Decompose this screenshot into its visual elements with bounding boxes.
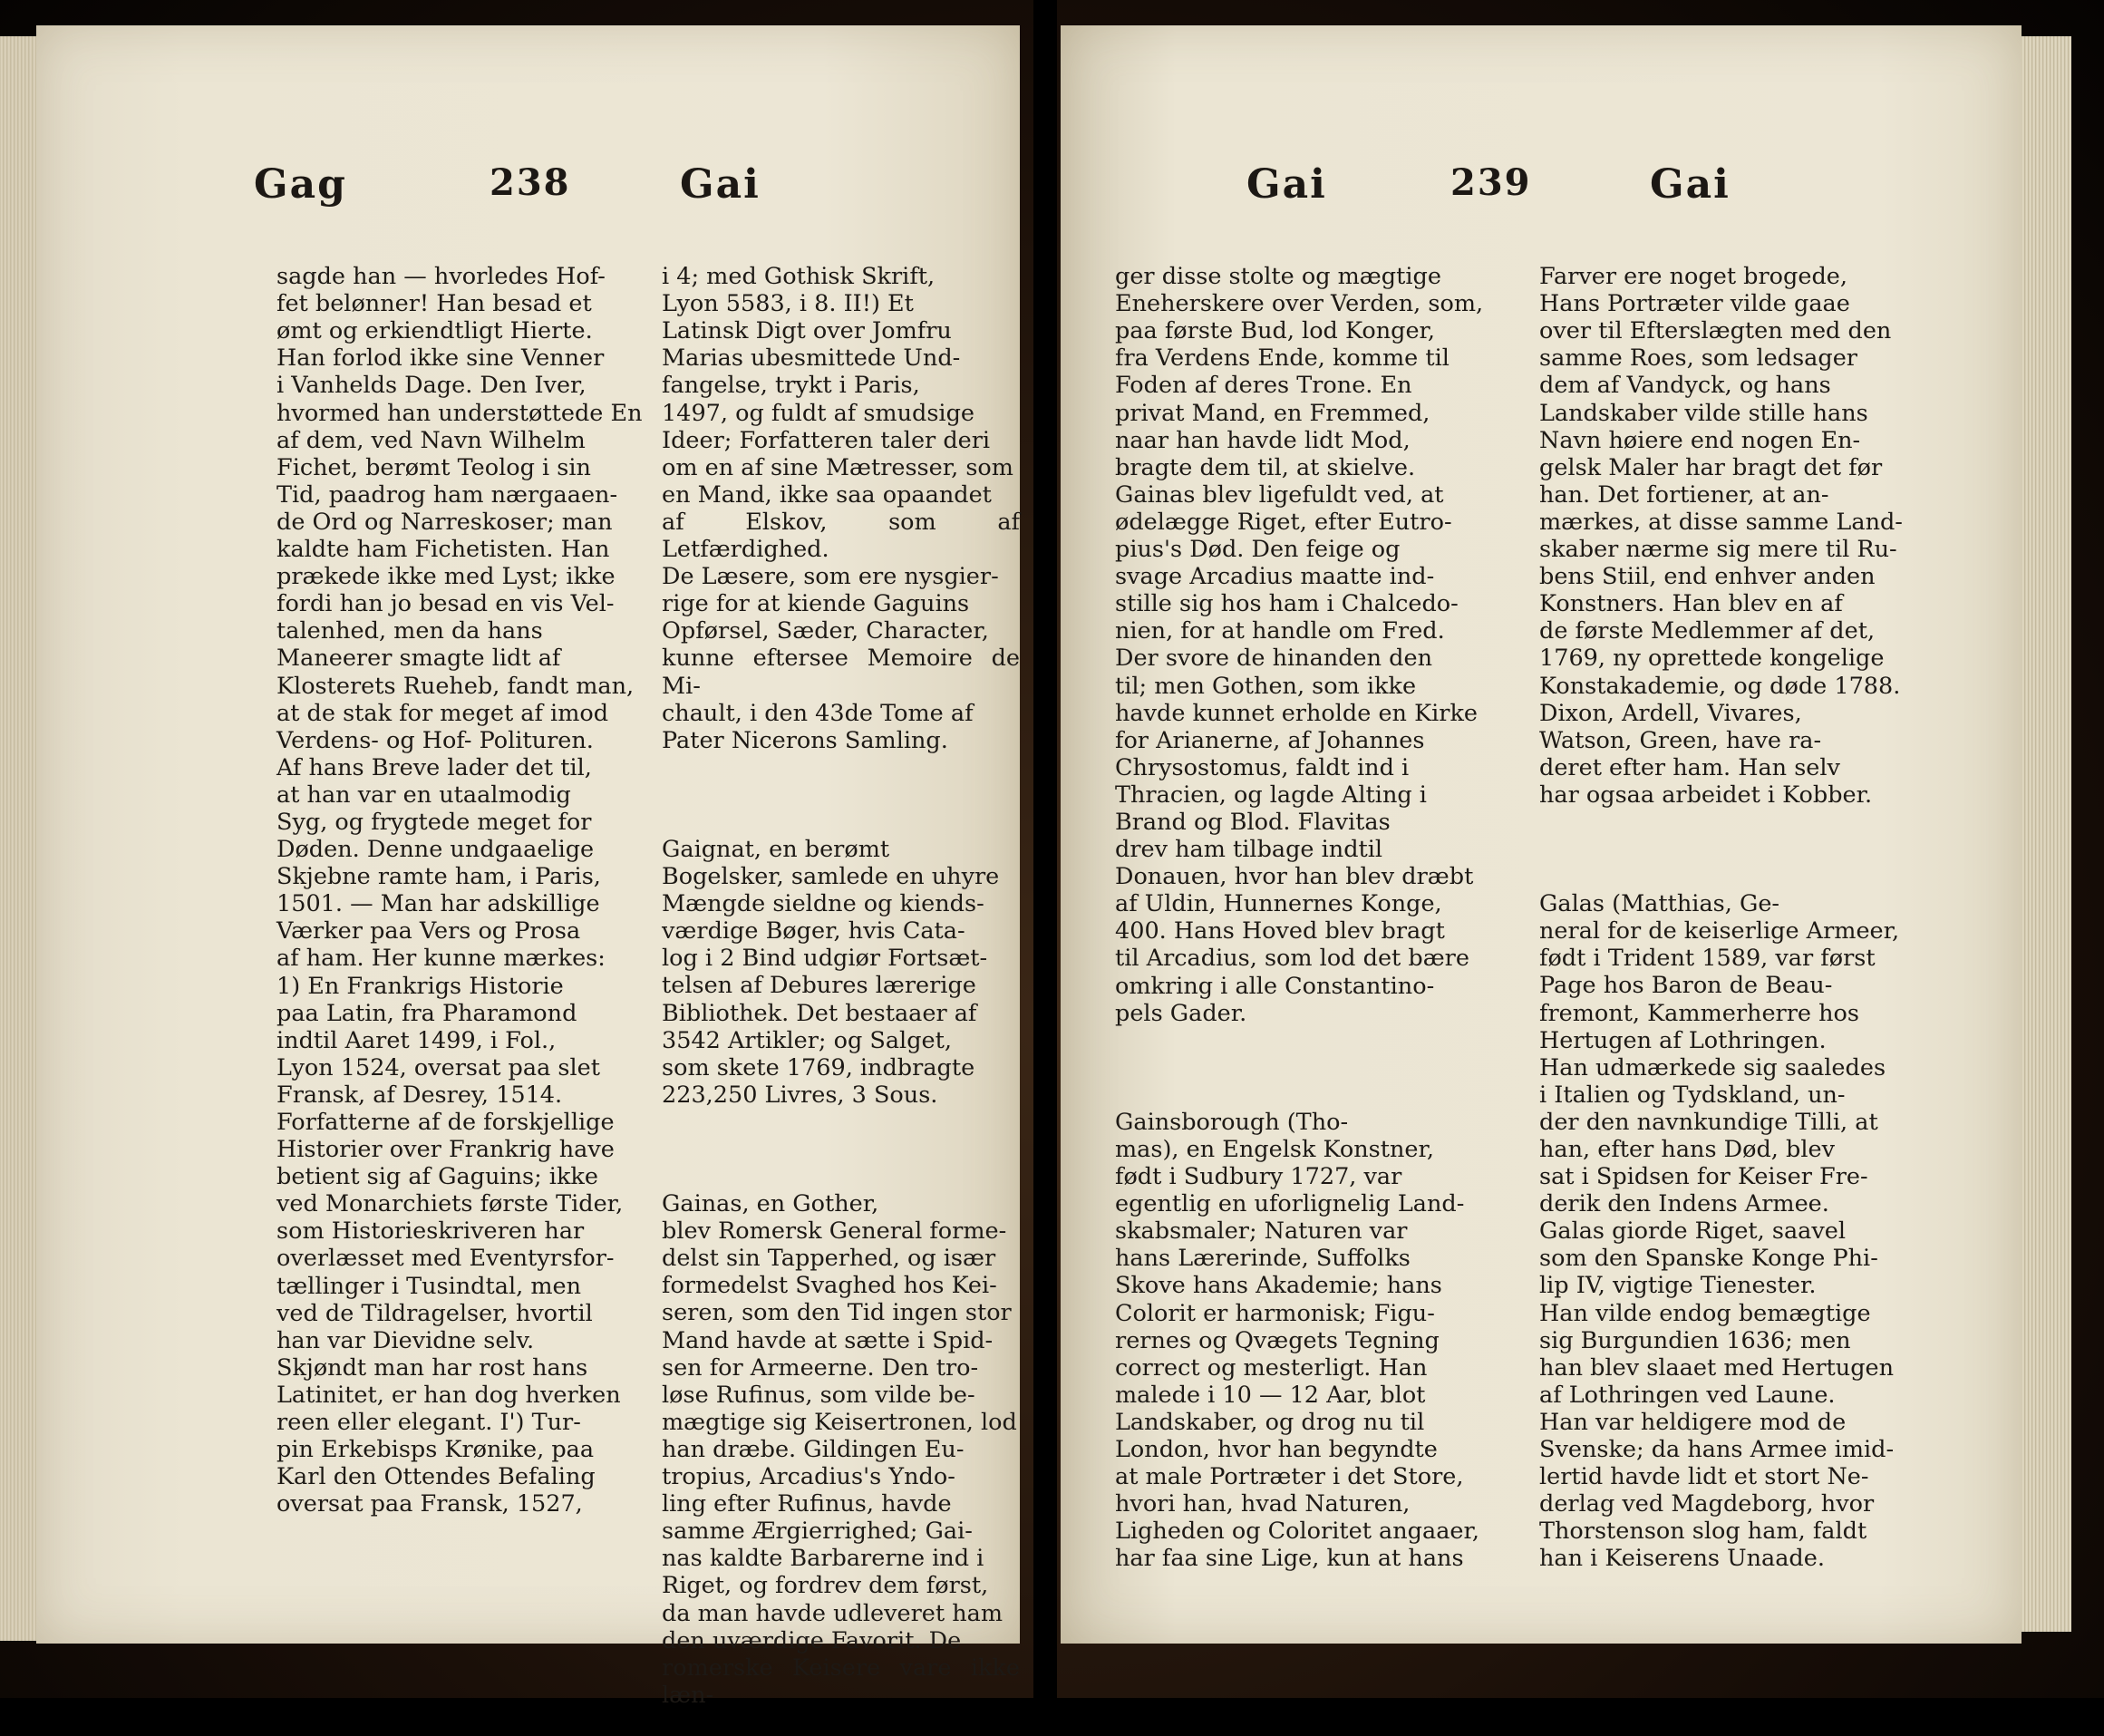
page-edges-left <box>0 36 36 1641</box>
entry-gainsborough: Gainsborough (Tho- mas), en Engelsk Konstner, født i Sudbury 1727, var egentlig en uforlignelig Land- skabsmaler; Naturen var hans Lærerinde, Suffolks Skove hans Akademie; hans Colorit er harmonisk; Figu- rernes og Qvægets Tegning correct og mesterligt. Han malede i 10 — 12 Aar, blot Landskaber, og drog nu til London, hvor han begyndte at male Portræter i det Store, hvori han, hvad Naturen, Ligheden og Coloritet angaaer, har faa sine Lige, kun at hans <box>1115 1108 1479 1573</box>
right-col2-intro: Farver ere noget brogede, Hans Portræter vilde gaae over til Efterslægten med den samme Roes, som ledsager dem af Vandyck, og hans Landskaber vilde stille hans Navn høiere end nogen En- gelsk Maler har bragt det før han. Det fortiener, at an- mærkes, at disse samme Land- skaber nærme sig mere til Ru- bens Stiil, end enhver anden Konstners. Han blev en af de første Medlemmer af det, 1769, ny oprettede kongelige Konstakademie, og døde 1788. Dixon, Ardell, Vivares, Watson, Green, have ra- deret efter ham. Han selv har ogsaa arbeidet i Kobber. <box>1539 263 1903 809</box>
left-column-2 <box>662 236 1020 1736</box>
right-page <box>1061 25 2022 1644</box>
spread-divider <box>1033 0 1057 1698</box>
right-column-1 <box>1115 236 1514 1600</box>
left-page <box>36 25 1020 1709</box>
right-header-word-right: Gai <box>1650 161 1731 208</box>
right-page-number: 239 <box>1450 161 1532 204</box>
left-col2-intro: i 4; med Gothisk Skrift, Lyon 5583, i 8. II!) Et Latinsk Digt over Jomfru Marias ubesmittede Und- fangelse, trykt i Paris, 1497, og fuldt af smudsige Ideer; Forfatteren taler deri om en af sine Mætresser, som en Mand, ikke saa opaandet af Elskov, som af Letfærdighed. De Læsere, som ere nysgier- rige for at kiende Gaguins Opførsel, Sæder, Character, kunne eftersee Memoire de Mi- chault, i den 43de Tome af Pater Nicerons Samling. <box>662 263 1020 754</box>
left-column-1 <box>276 236 648 1546</box>
entry-galas: Galas (Matthias, Ge- neral for de keiserlige Armeer, født i Trident 1589, var først Page hos Baron de Beau- fremont, Kammerherre hos Hertugen af Lothringen. Han udmærkede sig saaledes i Italien og Tydskland, un- der den navnkundige Tilli, at han, efter hans Død, blev sat i Spidsen for Keiser Fre- derik den Indens Armee. Galas giorde Riget, saavel som den Spanske Konge Phi- lip IV, vigtige Tienester. Han vilde endog bemægtige sig Burgundien 1636; men han blev slaaet med Hertugen af Lothringen ved Laune. Han var heldigere mod de Svenske; da hans Armee imid- lertid havde lidt et stort Ne- derlag ved Magdeborg, hvor Thorstenson slog ham, faldt han i Keiserens Unaade. <box>1539 890 1900 1573</box>
entry-gainas: Gainas, en Gother, blev Romersk General forme- delst sin Tapperhed, og især formedelst Svaghed hos Kei- seren, som den Tid ingen stor Mand havde at sætte i Spid- sen for Armeerne. Den tro- løse Rufinus, som vilde be- mægtige sig Keisertronen, lod han dræbe. Gildingen Eu- tropius, Arcadius's Yndo- ling efter Rufinus, havde samme Ærgierrighed; Gai- nas kaldte Barbarerne ind i Riget, og fordrev dem først, da man havde udleveret ham den uværdige Favorit. De romerske Keisere vare ikke læn- <box>662 1190 1020 1709</box>
left-header-word-right: Gai <box>680 161 761 208</box>
right-header-word: Gai <box>1246 161 1327 208</box>
page-edges-right <box>2022 36 2071 1632</box>
left-header-word: Gag <box>254 161 347 208</box>
left-page-number: 238 <box>490 161 571 204</box>
entry-gaignat: Gaignat, en berømt Bogelsker, samlede en uhyre Mængde sieldne og kiends- værdige Bøger, hvis Cata- log i 2 Bind udgiør Fortsæt- telsen af Debures lærerige Bibliothek. Det bestaaer af 3542 Artikler; og Salget, som skete 1769, indbragte 223,250 Livres, 3 Sous. <box>662 835 1000 1109</box>
right-col1-intro: ger disse stolte og mægtige Eneherskere over Verden, som, paa første Bud, lod Konger, fra Verdens Ende, komme til Foden af deres Trone. En privat Mand, en Fremmed, naar han havde lidt Mod, bragte dem til, at skielve. Gainas blev ligefuldt ved, at ødelægge Riget, efter Eutro- pius's Død. Den feige og svage Arcadius maatte ind- stille sig hos ham i Chalcedo- nien, for at handle om Fred. Der svore de hinanden den til; men Gothen, som ikke havde kunnet erholde en Kirke for Arianerne, af Johannes Chrysostomus, faldt ind i Thracien, og lagde Alting i Brand og Blod. Flavitas drev ham tilbage indtil Donauen, hvor han blev dræbt af Uldin, Hunnernes Konge, 400. Hans Hoved blev bragt til Arcadius, som lod det bære omkring i alle Constantino- pels Gader. <box>1115 263 1484 1027</box>
left-col1-text: sagde han — hvorledes Hof- fet belønner! Han besad et ømt og erkiendtligt Hierte. Han forlod ikke sine Venner i Vanhelds Dage. Den Iver, hvormed han understøttede En af dem, ved Navn Wilhelm Fichet, berømt Teolog i sin Tid, paadrog ham nærgaaen- de Ord og Narreskoser; man kaldte ham Fichetisten. Han prækede ikke med Lyst; ikke fordi han jo besad en vis Vel- talenhed, men da hans Maneerer smagte lidt af Klosterets Rueheb, fandt man, at de stak for meget af imod Verdens- og Hof- Polituren. Af hans Breve lader det til, at han var en utaalmodig Syg, og frygtede meget for Døden. Denne undgaaelige Skjebne ramte ham, i Paris, 1501. — Man har adskillige Værker paa Vers og Prosa af ham. Her kunne mærkes: 1) En Frankrigs Historie paa Latin, fra Pharamond indtil Aaret 1499, i Fol., Lyon 1524, oversat paa slet Fransk, af Desrey, 1514. Forfatterne af de forskjellige Historier over Frankrig have betient sig af Gaguins; ikke ved Monarchiets første Tider, som Historieskriveren har overlæsset med Eventyrsfor- tællinger i Tusindtal, men ved de Tildragelser, hvortil han var Dievidne selv. Skjøndt man har rost hans Latinitet, er han dog hverken reen eller elegant. I') Tur- pin Erkebisps Krønike, paa Karl den Ottendes Befaling oversat paa Fransk, 1527, <box>276 263 643 1518</box>
right-column-2 <box>1539 236 1936 1600</box>
